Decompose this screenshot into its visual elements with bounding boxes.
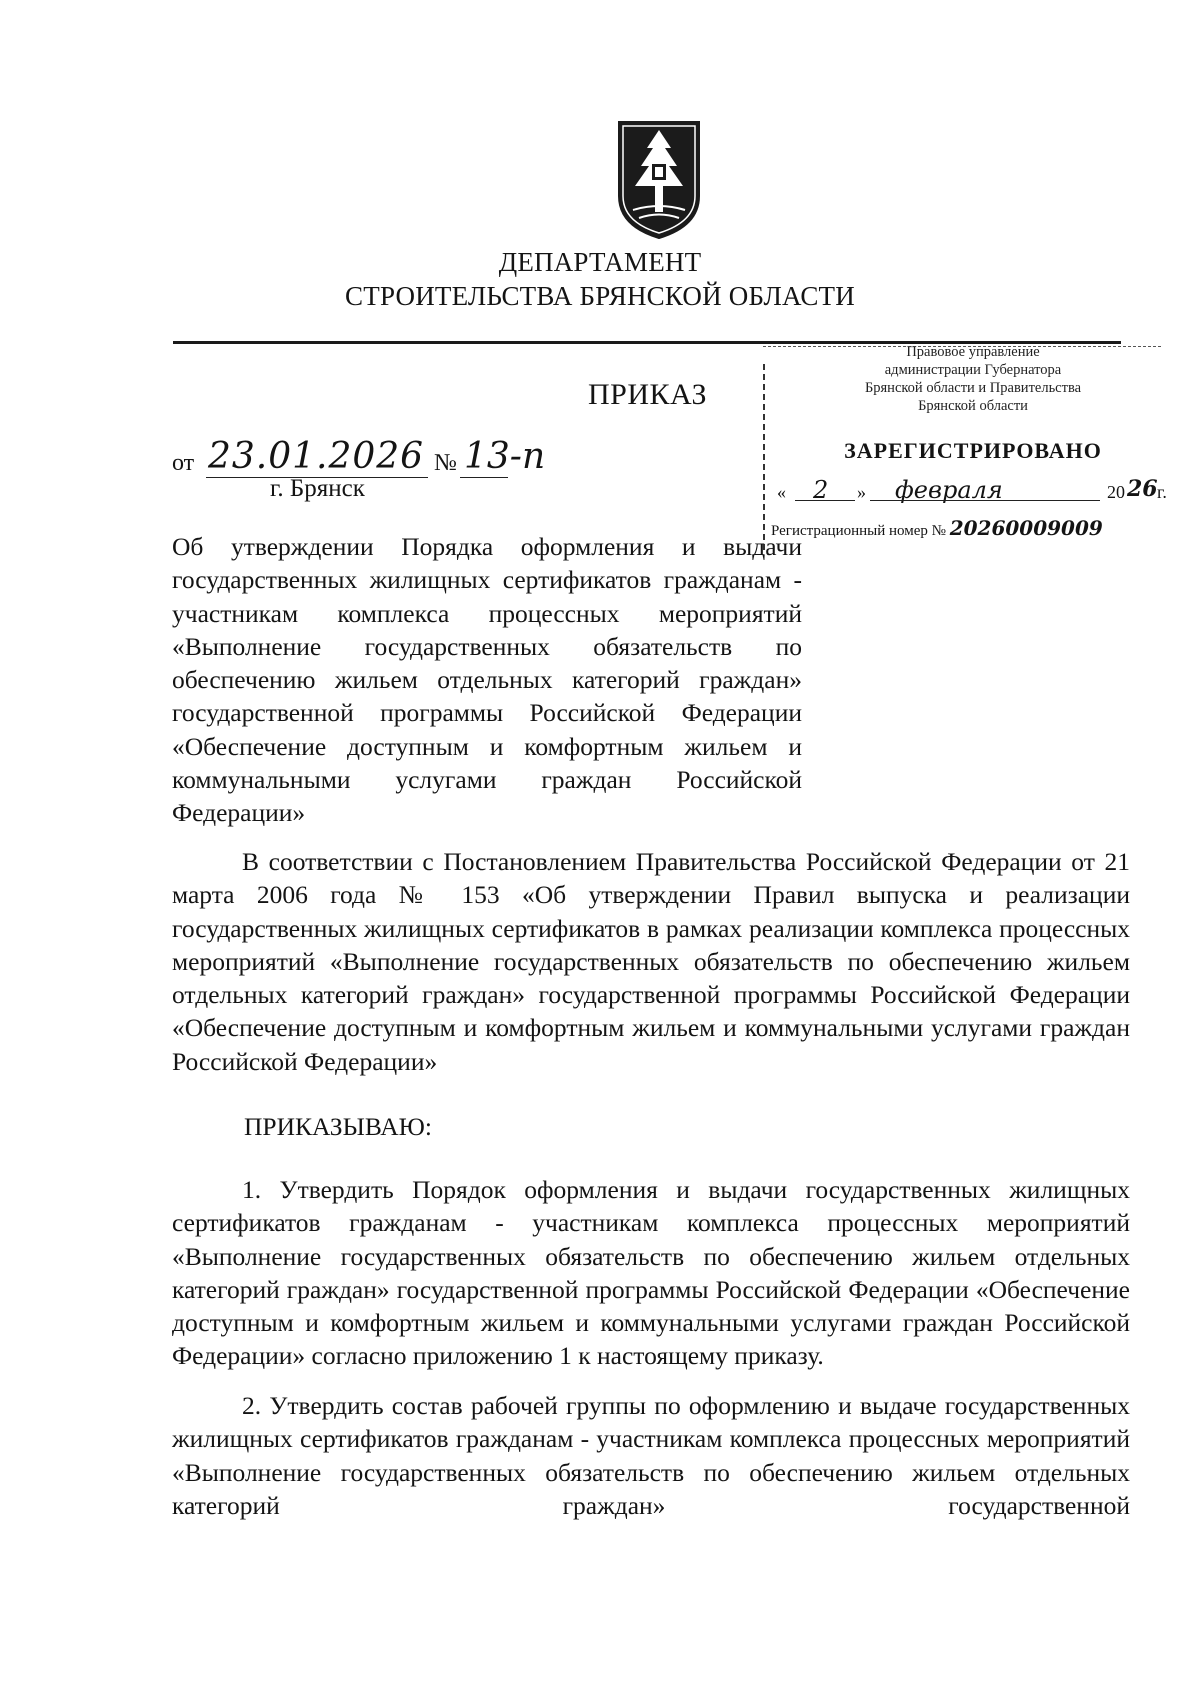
stamp-status: ЗАРЕГИСТРИРОВАНО (844, 438, 1102, 463)
coat-of-arms-icon (617, 118, 701, 240)
stamp-year-prefix: 20 (1107, 482, 1125, 502)
number-sign: № (434, 450, 457, 476)
stamp-month: февраля (895, 476, 1003, 504)
stamp-line3: Брянской области и Правительства (864, 380, 1082, 396)
reg-label: Регистрационный номер № (771, 523, 946, 539)
item-1-text: 1. Утвердить Порядок оформления и выдачи государственных жилищных сертификатов гражданам - участникам комплекса процессных мероприятий «Выполнение государственных обязательств по обеспечению жильем отдельных категорий граждан» государственной программы Российской Федерации «Обеспечение доступным и комфортным жильем и коммунальными услугами граждан Российской Федерации» согласно приложению 1 к настоящему приказу. (172, 1175, 1130, 1371)
stamp-year-suffix: 26 (1127, 476, 1158, 502)
department-line1: ДЕПАРТАМЕНТ (498, 247, 702, 277)
stamp-date: « 2 » февраля 20 26 г. (777, 476, 1167, 504)
order-subject (172, 530, 802, 830)
item-2 (172, 1389, 1130, 1522)
item-2-text: 2. Утвердить состав рабочей группы по оформлению и выдаче государственных жилищных сертификатов гражданам - участникам комплекса процессных мероприятий «Выполнение государственных обязательств по обеспечению жильем отдельных категорий граждан» государственной (172, 1391, 1130, 1520)
city: г. Брянск (270, 475, 365, 502)
order-subject-text: Об утверждении Порядка оформления и выдачи государственных жилищных сертификатов гражданам - участникам комплекса процессных мероприятий «Выполнение государственных обязательств по обеспечению жильем отдельных категорий граждан» государственной программы Российской Федерации «Обеспечение доступным и комфортным жильем и коммунальными услугами граждан Российской Федерации» (172, 532, 802, 828)
department-line2: СТРОИТЕЛЬСТВА БРЯНСКОЙ ОБЛАСТИ (345, 281, 855, 311)
registration-stamp (757, 346, 1177, 546)
item-1 (172, 1173, 1130, 1373)
preamble (172, 845, 1130, 1078)
reg-number: 20260009009 (949, 516, 1103, 540)
stamp-line2: администрации Губернатора (884, 362, 1062, 378)
preamble-text: В соответствии с Постановлением Правительства Российской Федерации от 21 марта 2006 года № 153 «Об утверждении Правил выпуска и реализации государственных жилищных сертификатов в рамках реализации комплекса процессных мероприятий «Выполнение государственных обязательств по обеспечению жильем отдельных категорий граждан» государственной программы Российской Федерации «Обеспечение доступным и комфортным жильем и коммунальными услугами граждан Российской Федерации» (172, 847, 1130, 1076)
stamp-registration-number (771, 516, 1175, 540)
stamp-line4: Брянской области (918, 398, 1028, 414)
stamp-day: 2 (813, 476, 829, 504)
order-number: 13-п (464, 436, 546, 477)
stamp-left-border (763, 364, 765, 550)
stamp-line1: Правовое управление (906, 344, 1040, 360)
order-date: 23.01.2026 (207, 436, 425, 477)
date-prefix: от (172, 450, 195, 476)
stamp-year-unit: г. (1157, 482, 1167, 502)
decree-word: ПРИКАЗЫВАЮ: (244, 1112, 432, 1141)
document-type-title: ПРИКАЗ (588, 378, 707, 411)
number-underline (460, 477, 508, 478)
department-name (0, 245, 1200, 313)
